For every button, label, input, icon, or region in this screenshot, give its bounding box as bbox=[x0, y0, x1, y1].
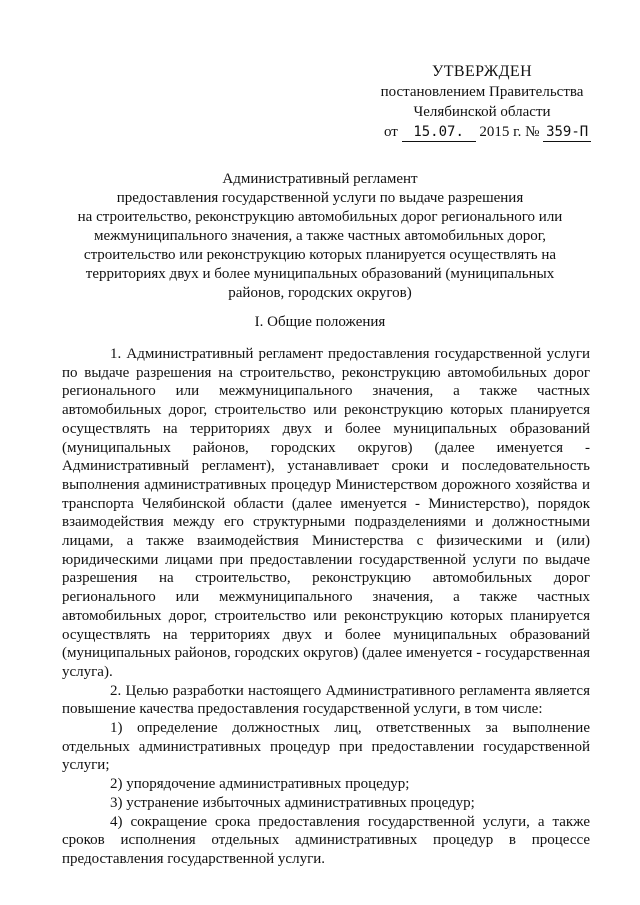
approval-title: УТВЕРЖДЕН bbox=[431, 63, 533, 80]
approval-date-line bbox=[372, 122, 592, 142]
approval-stamp bbox=[372, 62, 592, 142]
list-item-3: 3) устранение избыточных административных процедур; bbox=[110, 794, 475, 811]
section-heading: I. Общие положения bbox=[254, 314, 386, 330]
title-line: на строительство, реконструкцию автомобильных дорог регионального или bbox=[77, 209, 563, 225]
approval-line-2: Челябинской области bbox=[413, 104, 551, 120]
list-item-2: 2) упорядочение административных процедур; bbox=[110, 776, 410, 793]
title-line: строительство или реконструкцию которых планируется осуществлять на bbox=[83, 247, 557, 263]
approval-date-prefix: от bbox=[384, 124, 398, 140]
title-line: предоставления государственной услуги по выдаче разрешения bbox=[116, 190, 524, 206]
document-body bbox=[62, 345, 590, 869]
title-line: территориях двух и более муниципальных образований (муниципальных bbox=[85, 266, 555, 282]
list-item-1: 1) определение должностных лиц, ответственных за выполнение отдельных административных процедур при предоставлении государственной услуги; bbox=[62, 720, 590, 774]
approval-year: 2015 г. № bbox=[479, 124, 540, 140]
title-line: Административный регламент bbox=[222, 171, 418, 187]
list-item-4: 4) сокращение срока предоставления государственной услуги, а также сроков исполнения отдельных административных процедур в процессе предоставления государственной услуги. bbox=[62, 813, 590, 867]
approval-date: 15.07. bbox=[402, 123, 476, 142]
approval-line-1: постановлением Правительства bbox=[380, 84, 584, 100]
title-line: межмуниципального значения, а также частных автомобильных дорог, bbox=[93, 228, 547, 244]
title-line: районов, городских округов) bbox=[228, 285, 412, 301]
approval-number: 359-П bbox=[543, 123, 591, 142]
paragraph-1: 1. Административный регламент предоставления государственной услуги по выдаче разрешения на строительство, реконструкцию автомобильных дорог регионального или межмуниципального значения, а также частных автомобильных дорог, строительство или реконструкцию которых планируется осуществлять на территориях двух и более муниципальных образований (муниципальных районов, городских округов) (далее именуется - Административный регламент), устанавливает сроки и последовательность выполнения административных процедур Министерством дорожного хозяйства и транспорта Челябинской области (далее именуется - Министерство), порядок взаимодействия между его структурными подразделениями и должностными лицами, а также взаимодействия Министерства с физическими и (или) юридическими лицами при предоставлении государственной услуги по выдаче разрешения на строительство, реконструкцию автомобильных дорог регионального или межмуниципального значения, а также частных автомобильных дорог, строительство или реконструкцию которых планируется осуществлять на территориях двух и более муниципальных образований (муниципальных районов, городских округов) (далее именуется - государственная услуга). bbox=[62, 346, 590, 680]
document-title bbox=[60, 170, 580, 303]
paragraph-2: 2. Целью разработки настоящего Административного регламента является повышение качества предоставления государственной услуги, в том числе: bbox=[62, 682, 590, 718]
